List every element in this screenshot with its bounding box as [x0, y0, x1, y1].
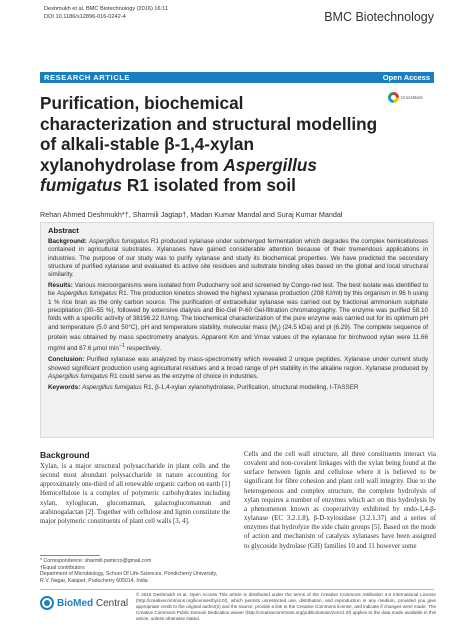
- biomed-central-logo: BioMed Central: [40, 596, 128, 610]
- abstract-body: [48, 238, 428, 395]
- biomed-logo-icon: [40, 596, 54, 610]
- article-type-label: RESEARCH ARTICLE: [44, 73, 130, 82]
- article-title: Purification, biochemical characterization and structural modelling of alkali-stable β-1,4-xylan xylanohydrolase from Aspergillus fumigatus R1 isolated from soil: [40, 93, 378, 195]
- crossmark-label: CrossMark: [401, 95, 423, 100]
- background-text-right: Cells and the cell wall structure, all three constituents interact via covalent and non-covalent linkages with the xylan being found at the surface between lignin and cellulose where it is believed to be significant for fibre cohesion and plant cell wall integrity. Due to the heterogeneous and complex structure, the complete hydrolysis of xylan requires a number of enzymes which act on this hydrolysis by a phenomenon known as cooperativity exhibited by endo-1,4-β-xylanase (EC 3.2.1.8), β-D-xylosidase (3.2.1.37) and a series of enzymes that hydrolyze the side chain groups [5]. Based on the mode of action and mechanism of catalysis xylanases have been assigned to glycoside hydrolase (GH) families 10 and 11 however some: [244, 451, 436, 550]
- right-column: [244, 450, 436, 551]
- journal-name: BMC Biotechnology: [324, 10, 434, 24]
- abstract-heading: Abstract: [48, 226, 79, 235]
- background-text-left: Xylan, is a major structural polysaccharide in plant cells and the second most abundant polysaccharide in nature accounting for approximately one-third of all renewable organic carbon on earth [1] Hemicellulose is a complex of polymeric carbohydrates including xylan, xyloglucan, glucomannan, galactoglucomannan and arabinogalactan [2]. Together with cellulose and lignin constitute the major polymeric constituents of plant cell walls [3, 4].: [40, 463, 230, 525]
- running-header: [44, 6, 168, 21]
- equal-contributors: †Equal contributors: [40, 564, 85, 571]
- footer-divider: [40, 589, 434, 590]
- correspondence: * Correspondence: sharmili.pamicro@gmail.com: [40, 558, 152, 564]
- abstract-background: Background: Aspergillus fumigatus R1 produced xylanase under submerged fermentation which degrades the complex hemicelluloses contained in agricultural substrates. Xylanases have gained considerable attention because of their tremendous applications in industries. The purpose of our study was to purify xylanase and study its biochemical properties. We have predicted the secondary structure of purified xylanase and evaluated its active site residues and substrate binding sites based on the global and local structural similarity.: [48, 238, 429, 279]
- abstract-conclusion: Conclusion: Purified xylanase was analyzed by mass-spectrometry which revealed 2 unique peptides. Xylanase under current study showed significant production using agricultural residues and a broad range of pH stability in the alkaline region. Xylanase produced by Aspergillus fumigatus R1 could serve as the enzyme of choice in industries.: [48, 356, 428, 380]
- crossmark-icon: [388, 92, 399, 103]
- citation: Deshmukh et al. BMC Biotechnology (2016) 16:11: [44, 6, 168, 12]
- abstract-keywords: Keywords: Aspergillus fumigatus R1, β-1,4-xylan xylanohydrolase, Purification, structural modelling, I-TASSER: [48, 383, 359, 391]
- author-list: Rehan Ahmed Deshmukh*†, Sharmili Jagtap†, Madan Kumar Mandal and Suraj Kumar Mandal: [40, 210, 343, 219]
- background-heading: Background: [40, 450, 90, 460]
- open-access-label: Open Access: [382, 73, 430, 82]
- license-text: © 2016 Deshmukh et al. Open Access This article is distributed under the terms of the Creative Commons Attribution 4.0 International License (http://creativecommons.org/licenses/by/4.0/), which permits unrestricted use, distribution, and reproduction in any medium, provided you give appropriate credit to the original author(s) and the source, provide a link to the Creative Commons license, and indicate if changes were made. The Creative Commons Public Domain Dedication waiver (http://creativecommons.org/publicdomain/zero/1.0/) applies to the data made available in this article, unless otherwise stated.: [136, 592, 436, 622]
- affiliation-line-1: Department of Microbiology, School Of Life-Sciences, Pondicherry University,: [40, 571, 218, 578]
- article-type-band: [40, 72, 434, 83]
- footnotes: [40, 558, 230, 585]
- doi: DOI 10.1186/s12896-016-0242-4: [44, 13, 126, 20]
- footnote-divider: [40, 555, 100, 556]
- left-column: [40, 450, 230, 526]
- affiliation-line-2: R.V. Nagar, Kalapet, Puducherry 605014, India: [40, 578, 148, 585]
- abstract-results: Results: Various microorganisms were isolated from Puducherry soil and screened by Congo-red test. The best isolate was identified to be Aspergillus fumigatus R1. The production kinetics showed the highest xylanase production (208 IU/ml) by this organism in 96 h using 1 % rice bran as the only carbon source. The purification of extracellular xylanase was carried out by fractional ammonium sulphate precipitation (30–55 %), followed by extensive dialysis and Bio-Gel P-60 Gel-filtration chromatography. The enzyme was purified 58.10 folds with a specific activity of 38196.22 IU/mg. The biochemical characterization of the pure enzyme was carried out for its optimum pH and temperature (5.0 and 50°C), pH and temperature stability, molecular mass $(M_r)$ (24.5 kDa) and pI (6.29). The complete sequence of protein was obtained by mass spectrometry analysis. Apparent Km and Vmax values of the xylanase for birchwood xylan were 11.66 mg/ml and 87.6 μmol $\min^{-1}$ respectively.: [48, 282, 428, 353]
- crossmark-badge[interactable]: [388, 92, 423, 103]
